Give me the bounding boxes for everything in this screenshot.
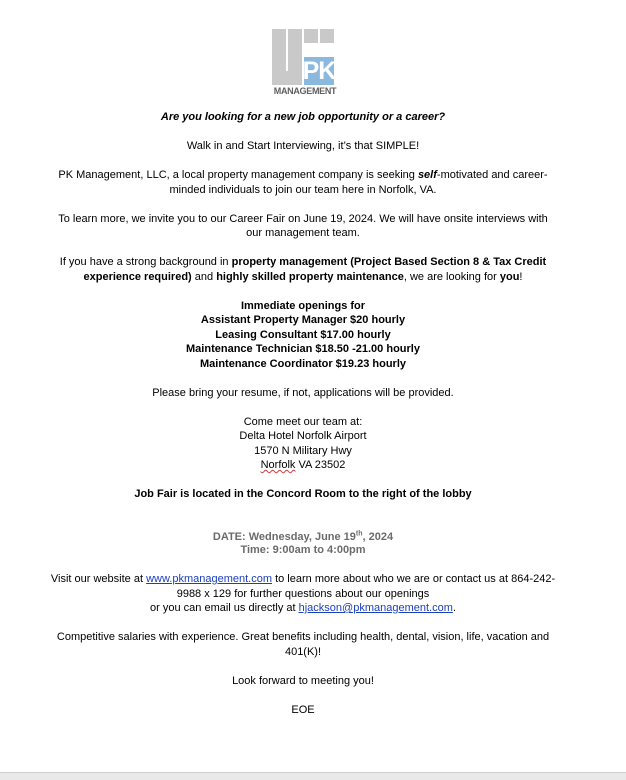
benefits-paragraph: Competitive salaries with experience. Great benefits including health, dental, vision, life, vacation and 401(K)!: [56, 631, 550, 658]
background-paragraph: If you have a strong background in property management (Project Based Section 8 & Tax Credit experience required) and highly skilled property maintenance, we are looking for you!: [59, 256, 547, 283]
event-time: Time: 9:00am to 4:00pm: [240, 544, 366, 556]
website-paragraph: Visit our website at www.pkmanagement.com to learn more about who we are or contact us at 864-242-9988 x 129 for further questions about our openings or you can email us directly at hjackson@pkmanagement.com.: [50, 573, 556, 614]
opening-item: Assistant Property Manager $20 hourly: [200, 314, 406, 326]
openings-list: [50, 299, 556, 372]
email-link[interactable]: hjackson@pkmanagement.com: [298, 602, 453, 614]
intro-paragraph: PK Management, LLC, a local property management company is seeking self-motivated and career-minded individuals to join our team here in Norfolk, VA.: [58, 169, 548, 196]
logo-square: [272, 71, 302, 85]
walk-in-line: Walk in and Start Interviewing, it’s that SIMPLE!: [186, 140, 420, 152]
website-link[interactable]: www.pkmanagement.com: [146, 573, 273, 585]
city-state-zip: Norfolk VA 23502: [260, 459, 346, 471]
openings-title: Immediate openings for: [240, 299, 366, 312]
logo-square: [288, 43, 302, 57]
logo-pk-text: PK: [302, 57, 336, 85]
street-address: 1570 N Military Hwy: [254, 444, 352, 457]
pk-management-logo: [270, 29, 340, 97]
opening-item: Maintenance Technician $18.50 -21.00 hourly: [186, 343, 420, 355]
heading: Are you looking for a new job opportunity or a career?: [160, 111, 446, 123]
resume-note: Please bring your resume, if not, applications will be provided.: [152, 386, 454, 399]
event-date: DATE: Wednesday, June 19th, 2024: [212, 529, 394, 543]
career-fair-paragraph: To learn more, we invite you to our Career Fair on June 19, 2024. We will have onsite interviews with our management team.: [58, 212, 548, 239]
logo-square: [320, 29, 334, 43]
logo-square: [288, 29, 302, 43]
logo-square: [272, 43, 286, 57]
venue-name: Delta Hotel Norfolk Airport: [239, 430, 367, 442]
closing-line: Look forward to meeting you!: [232, 674, 374, 687]
room-note: Job Fair is located in the Concord Room to the right of the lobby: [134, 488, 472, 500]
opening-item: Maintenance Coordinator $19.23 hourly: [200, 357, 406, 370]
location-intro: Come meet our team at:: [243, 415, 363, 428]
logo-square: [304, 29, 318, 43]
flyer-body: [50, 110, 556, 717]
eoe-line: EOE: [291, 703, 315, 716]
logo-square: [288, 57, 302, 71]
date-time-block: [50, 531, 556, 558]
location-block: [50, 415, 556, 473]
logo-subtitle: MANAGEMENT: [273, 86, 337, 96]
city-spellcheck: Norfolk: [260, 459, 296, 471]
logo-square: [272, 57, 286, 71]
self-emphasis: self: [417, 169, 437, 181]
opening-item: Leasing Consultant $17.00 hourly: [215, 328, 391, 341]
logo-square: [272, 29, 286, 43]
